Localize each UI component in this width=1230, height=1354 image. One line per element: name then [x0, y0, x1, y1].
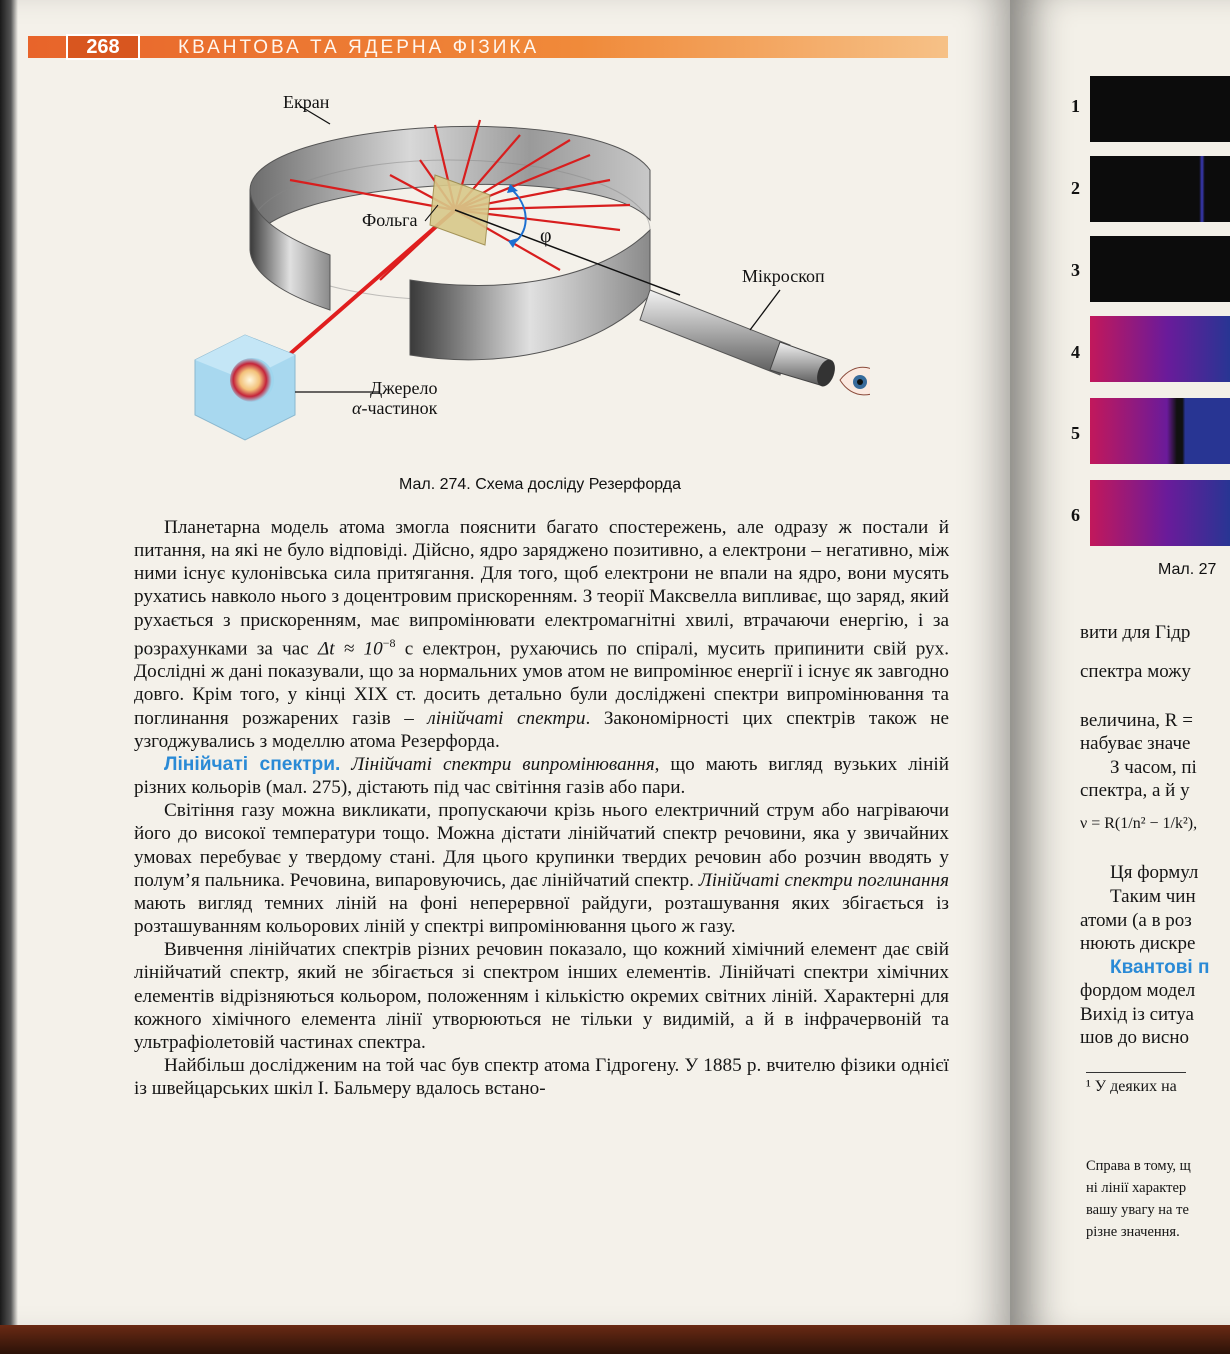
book-bottom-edge — [0, 1325, 1230, 1354]
spectrum-bar-6 — [1090, 480, 1230, 546]
right-line-6: спектра, а й у — [1080, 780, 1190, 801]
footnote: ¹ У деяких на — [1086, 1078, 1177, 1095]
spectrum-bar-2 — [1090, 156, 1230, 222]
spectrum-bar-1 — [1090, 76, 1230, 142]
right-line-8: Таким чин — [1110, 886, 1196, 907]
right-line-5: З часом, пі — [1110, 757, 1197, 778]
page-number: 268 — [66, 34, 140, 60]
source-label-2 — [352, 398, 437, 419]
spectrum-number-6: 6 — [1071, 505, 1080, 525]
spectrum-bar-4 — [1090, 316, 1230, 382]
spectrum-number-3: 3 — [1071, 260, 1080, 280]
microscope — [640, 290, 838, 389]
alpha-symbol: α — [352, 398, 362, 418]
right-line-12: Вихід із ситуа — [1080, 1004, 1194, 1025]
figure-caption: Мал. 274. Схема досліду Резерфорда — [398, 476, 682, 493]
eye-icon — [840, 367, 870, 395]
paragraph-2: Лінійчаті спектри. Лінійчаті спектри випромінювання, що мають вигляд вузьких ліній різних кольорів (мал. 275), дістають під час світіння газів або пари. — [134, 753, 949, 799]
source-label-1: Джерело — [370, 378, 438, 398]
book-edge — [0, 0, 18, 1330]
source-label-2-text: -частинок — [361, 398, 438, 418]
right-line-3: величина, R = — [1080, 710, 1193, 731]
rydberg-formula: ν = R(1/n² − 1/k²), — [1080, 815, 1198, 832]
rutherford-experiment-figure — [180, 80, 870, 450]
formula-dt: Δt ≈ 10 — [317, 638, 383, 660]
spectrum-number-1: 1 — [1071, 96, 1080, 116]
right-line-10: нюють дискре — [1080, 933, 1196, 954]
foil-label: Фольга — [362, 210, 418, 230]
note-line-4: різне значення. — [1086, 1224, 1180, 1240]
right-line-2: спектра можу — [1080, 661, 1191, 682]
spectrum-number-4: 4 — [1071, 342, 1080, 362]
formula-exponent: −8 — [382, 635, 396, 650]
note-line-1: Справа в тому, щ — [1086, 1158, 1191, 1174]
right-section-title: Квантові п — [1110, 957, 1210, 978]
footnote-rule — [1086, 1072, 1186, 1073]
right-figure-caption: Мал. 27 — [1158, 561, 1217, 578]
paragraph-1: Планетарна модель атома змогла пояснити багато спостережень, але одразу ж постали й питання, на які не було відповіді. Дійсно, ядро заряджено позитивно, а електрони – негативно, між ними існує кулонівська сила притягання. Для того, щоб електрони не впали на ядро, вони мусять рухатись навколо нього з доцентровим прискоренням. З теорії Максвелла випливає, що заряд, який рухається з прискоренням, має випромінювати електромагнітні хвилі, втрачаючи енергію, і за розрахунками за час $\Delta t \approx 10^{-8}$ с електрон, рухаючись по спіралі, мусить припинити свій рух. Дослідні ж дані показували, що за нормальних умов атом не випромінює енергії і існує як завгодно довго. Крім того, у кінці XIX ст. досить детально були досліджені спектри випромінювання та поглинання розжарених газів – лінійчаті спектри. Закономірності цих спектрів також не узгоджувались з моделлю атома Резерфорда. — [134, 517, 950, 752]
microscope-label: Мікроскоп — [742, 266, 825, 286]
angle-label: φ — [540, 225, 552, 247]
right-line-9: атоми (а в роз — [1080, 910, 1192, 931]
note-line-3: вашу увагу на те — [1086, 1202, 1189, 1218]
screen-label: Екран — [283, 92, 330, 112]
spectrum-number-2: 2 — [1071, 178, 1080, 198]
right-line-11: фордом модел — [1080, 980, 1196, 1001]
paragraph-3: Світіння газу можна викликати, пропускаючи крізь нього електричний струм або нагріваючи його до високої температури тощо. Можна дістати лінійчатий спектр речовини, яка у звичайних умовах перебуває у твердому стані. Для цього крупинки твердих речовин або розчин вводять у полум’я пальника. Речовина, випаровуючись, дає лінійчатий спектр. Лінійчаті спектри поглинання мають вигляд темних ліній на фоні неперервної райдуги, розташування яких збігається із розташуванням кольорових ліній у спектрі випромінювання цього ж газу. — [134, 800, 950, 938]
paragraph-4: Вивчення лінійчатих спектрів різних речовин показало, що кожний хімічний елемент дає свій лінійчатий спектр, який не збігається зі спектром інших елементів. Лінійчаті спектри хімічних елементів відрізняються кольором, положенням і кількістю окремих світних ліній. Характерні для кожного хімічного елемента лінії утворюються не тільки у видимій, а й в інфрачервоній та ультрафіолетовій частинах спектра. — [134, 939, 949, 1053]
spectrum-bar-5 — [1090, 398, 1230, 464]
main-text — [134, 516, 949, 1100]
right-line-4: набуває значе — [1080, 733, 1191, 754]
note-line-2: ні лінії характер — [1086, 1180, 1187, 1196]
right-line-7: Ця формул — [1110, 862, 1199, 883]
chapter-title: КВАНТОВА ТА ЯДЕРНА ФІЗИКА — [178, 37, 540, 58]
right-line-13: шов до висно — [1080, 1027, 1190, 1048]
section-title-line-spectra: Лінійчаті спектри. — [164, 753, 341, 775]
right-line-1: вити для Гідр — [1080, 622, 1191, 643]
alpha-source — [195, 335, 295, 440]
paragraph-5: Найбільш дослідженим на той час був спектр атома Гідрогену. У 1885 р. вчителю фізики однієї із швейцарських шкіл І. Бальмеру вдалось встано- — [134, 1054, 949, 1100]
screen-ring-front-right — [410, 230, 650, 360]
spectrum-bar-3 — [1090, 236, 1230, 302]
spectrum-number-5: 5 — [1071, 423, 1080, 443]
gold-foil — [430, 175, 490, 245]
